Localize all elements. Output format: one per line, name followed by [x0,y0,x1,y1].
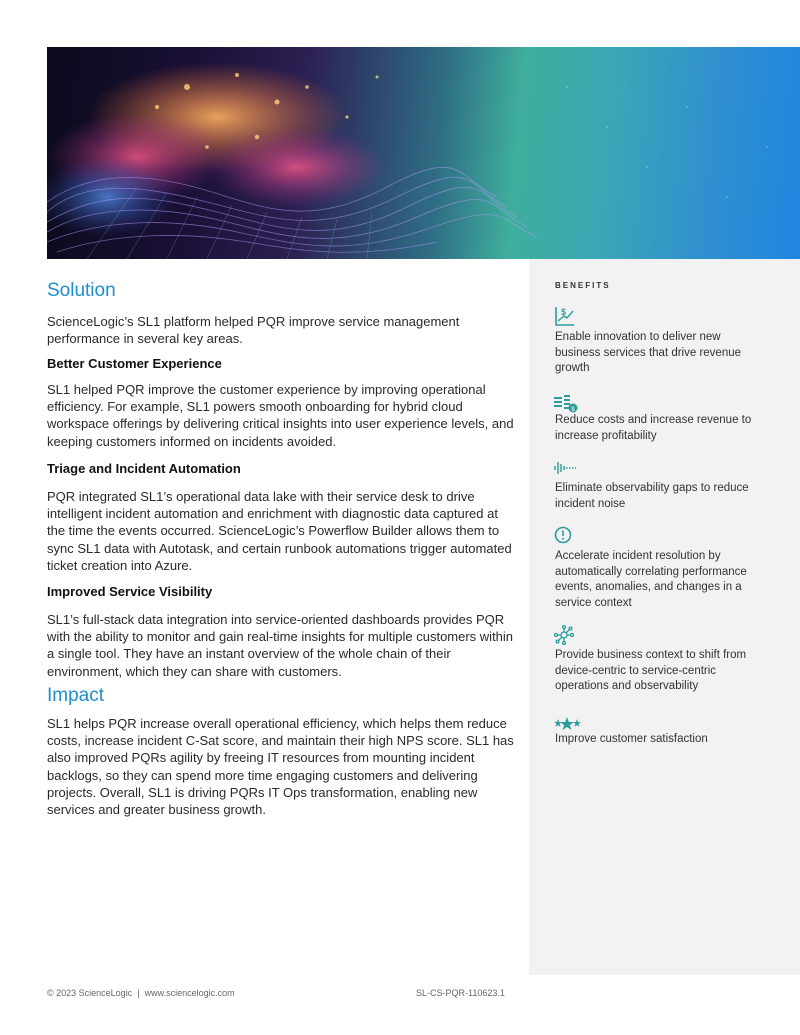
alert-circle-icon [554,526,574,546]
hero-banner-image [47,47,800,259]
footer-separator: | [137,988,140,998]
footer-website-link[interactable]: www.sciencelogic.com [144,988,235,998]
network-hub-icon [554,625,576,647]
revenue-growth-icon [554,305,576,327]
cost-reduction-icon [554,395,578,413]
impact-heading: Impact [47,685,105,706]
solution-intro: ScienceLogic’s SL1 platform helped PQR improve service management performance in several key areas. [47,314,460,347]
section-body-customer-experience: SL1 helped PQR improve the customer experience by improving operational efficiency. For example, SL1 powers smooth onboarding for hybrid cloud workspace offerings by delivering critical insights into user experience levels, and keeping customers informed on incidents avoided. [47,382,514,449]
section-title-service-visibility: Improved Service Visibility [47,584,213,599]
impact-body: SL1 helps PQR increase overall operational efficiency, which helps them reduce costs, increase incident C-Sat score, and maintain their high NPS score. SL1 has also improved PQRs agility by freeing IT resources from mounting incident backlogs, so they can spend more time engaging customers and delivering projects. Overall, SL1 is driving PQRs IT Ops transformation, enabling new services and greater business growth. [47,716,514,818]
benefit-text-6: Improve customer satisfaction [555,733,708,745]
benefit-text-2: Reduce costs and increase revenue to increase profitability [555,414,752,442]
footer-left [47,988,235,998]
section-title-customer-experience: Better Customer Experience [47,356,222,371]
abstract-light-waves-graphic [47,47,800,259]
section-title-incident-automation: Triage and Incident Automation [47,461,241,476]
observability-signal-icon [554,460,578,476]
footer-doc-id: SL-CS-PQR-110623.1 [416,988,505,998]
benefit-text-1: Enable innovation to deliver new business services that drive revenue growth [555,331,742,375]
benefits-title: BENEFITS [555,281,611,290]
benefit-text-3: Eliminate observability gaps to reduce incident noise [555,482,749,510]
section-body-service-visibility: SL1’s full-stack data integration into service-oriented dashboards provides PQR with the ability to monitor and gain real-time insights for multiple customers within a single tool. They have an instant overview of the whole chain of their environment, which they can share with customers. [47,612,514,679]
footer-copyright: © 2023 ScienceLogic [47,988,133,998]
svg-text:$: $ [561,307,567,317]
stars-icon [554,716,582,732]
solution-heading: Solution [47,280,116,301]
section-body-incident-automation: PQR integrated SL1’s operational data lake with their service desk to drive intelligent incident automation and enrichment with diagnostic data captured at the time the events occurred. ScienceLogic’s Powerflow Builder allows them to sync SL1 data with Autotask, and certain runbook automations trigger automated ticket creation into Azure. [47,489,512,573]
benefit-text-5: Provide business context to shift from device-centric to service-centric operations and observability [555,649,747,693]
svg-text:$: $ [571,407,575,413]
benefit-text-4: Accelerate incident resolution by automatically correlating performance events, anomalies, and changes in a service context [555,550,747,610]
